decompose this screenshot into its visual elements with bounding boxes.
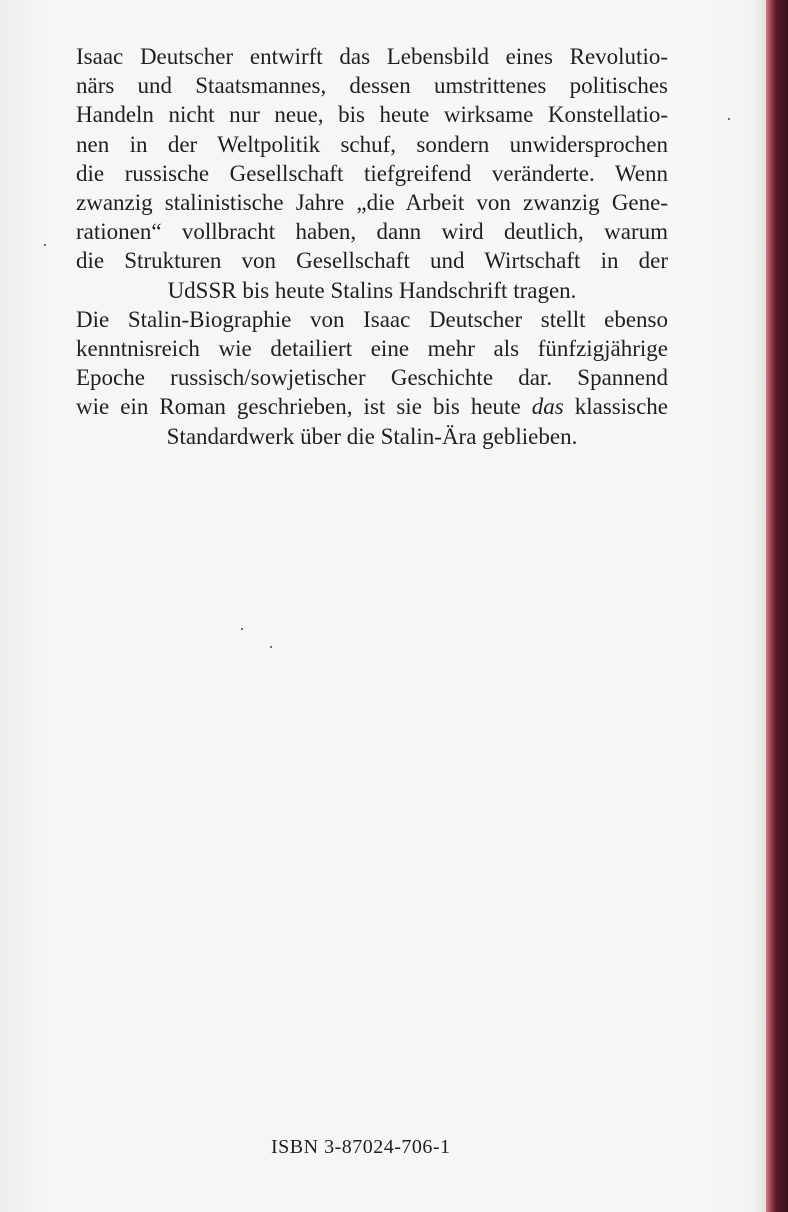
text-line: Handeln nicht nur neue, bis heute wirksame Konstellatio- — [76, 102, 668, 128]
text-line-last: UdSSR bis heute Stalins Handschrift tragen. — [167, 277, 577, 303]
paper-speck — [44, 244, 46, 246]
emphasized-word: das — [531, 394, 564, 420]
text-line: zwanzig stalinistische Jahre „die Arbeit von zwanzig Gene- — [76, 190, 668, 216]
text-segment: klassische — [563, 394, 668, 420]
isbn-number: ISBN 3-87024-706-1 — [271, 1136, 451, 1158]
text-line: kenntnisreich wie detailiert eine mehr als fünfzigjährige — [76, 336, 668, 362]
paper-speck — [270, 646, 272, 648]
page-edge-shadow — [752, 0, 766, 1212]
paper-speck — [241, 628, 243, 630]
blurb-text — [76, 42, 668, 451]
text-line: die Strukturen von Gesellschaft und Wirtschaft in der — [76, 248, 668, 274]
paragraph-1 — [76, 42, 668, 305]
cover-edge-binding — [766, 0, 788, 1212]
text-line: rationen“ vollbracht haben, dann wird deutlich, warum — [76, 219, 668, 245]
text-line: Die Stalin-Biographie von Isaac Deutscher stellt ebenso — [76, 306, 668, 332]
text-line: närs und Staatsmannes, dessen umstrittenes politisches — [76, 73, 668, 99]
paper-speck — [728, 118, 730, 120]
text-line: Epoche russisch/sowjetischer Geschichte dar. Spannend — [76, 365, 668, 391]
paragraph-2 — [76, 305, 668, 451]
text-line: Isaac Deutscher entwirft das Lebensbild eines Revolutio- — [76, 44, 668, 69]
text-line: nen in der Weltpolitik schuf, sondern unwidersprochen — [76, 131, 668, 157]
text-line-last: Standardwerk über die Stalin-Ära geblieben. — [166, 423, 578, 449]
text-line-with-emphasis — [76, 392, 668, 421]
text-line: die russische Gesellschaft tiefgreifend veränderte. Wenn — [76, 160, 668, 186]
text-segment: wie ein Roman geschrieben, ist sie bis heute — [76, 394, 532, 420]
